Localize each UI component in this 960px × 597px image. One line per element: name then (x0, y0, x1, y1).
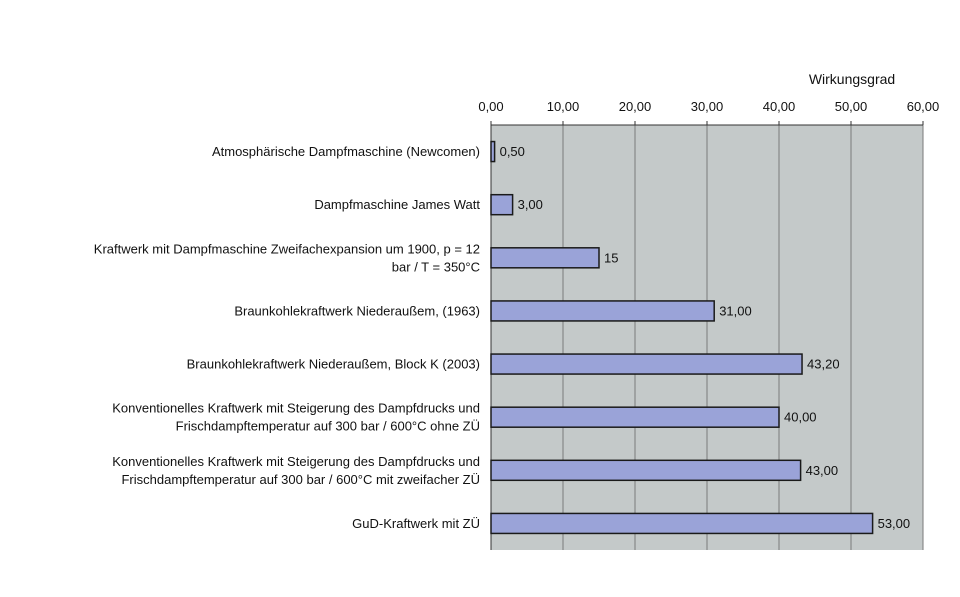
x-tick-label: 50,00 (834, 99, 868, 114)
category-label-line: Braunkohlekraftwerk Niederaußem, (1963) (234, 303, 480, 319)
category-label-line: Atmosphärische Dampfmaschine (Newcomen) (211, 144, 480, 160)
bar (491, 407, 779, 427)
x-axis-title: Wirkungsgrad (808, 71, 896, 87)
x-tick-label: 20,00 (618, 99, 652, 114)
bar (491, 460, 801, 480)
data-label: 0,50 (499, 144, 525, 160)
category-label-line: Braunkohlekraftwerk Niederaußem, Block K (2003) (186, 356, 480, 372)
category-label-line: Konventionelles Kraftwerk mit Steigerung des Dampfdrucks und (112, 453, 480, 469)
category-label (112, 401, 480, 434)
category-label-line: Kraftwerk mit Dampfmaschine Zweifachexpansion um 1900, p = 12 (93, 241, 480, 257)
data-label: 15 (604, 250, 619, 266)
data-label: 43,20 (807, 356, 840, 372)
bar (491, 195, 513, 215)
category-label-line: GuD-Kraftwerk mit ZÜ (352, 515, 480, 531)
bar (491, 513, 873, 533)
category-label (112, 454, 480, 487)
category-label-line: Frischdampftemperatur auf 300 bar / 600°C ohne ZÜ (175, 418, 480, 434)
data-label: 3,00 (517, 197, 543, 213)
data-label: 43,00 (805, 462, 839, 478)
category-label-line: bar / T = 350°C (391, 259, 480, 275)
category-labels (94, 144, 481, 531)
bar (491, 301, 714, 321)
category-label (352, 516, 480, 531)
data-label: 40,00 (784, 409, 817, 425)
bar (491, 354, 802, 374)
bar (491, 142, 495, 162)
category-label-line: Dampfmaschine James Watt (314, 197, 480, 213)
x-tick-label: 40,00 (762, 99, 796, 114)
x-tick-label: 10,00 (546, 99, 580, 114)
data-label: 31,00 (719, 303, 752, 319)
category-label-line: Frischdampftemperatur auf 300 bar / 600°C mit zweifacher ZÜ (121, 471, 480, 487)
data-label: 53,00 (877, 515, 911, 531)
x-tick-label: 30,00 (690, 99, 724, 114)
x-tick-label: 0,00 (478, 99, 504, 114)
category-label (187, 357, 480, 372)
category-label-line: Konventionelles Kraftwerk mit Steigerung des Dampfdrucks und (112, 400, 480, 416)
category-label (234, 303, 480, 318)
category-label (314, 197, 480, 212)
bar (491, 248, 599, 268)
x-tick-label: 60,00 (906, 99, 940, 114)
category-label (94, 241, 480, 274)
category-label (212, 144, 480, 159)
